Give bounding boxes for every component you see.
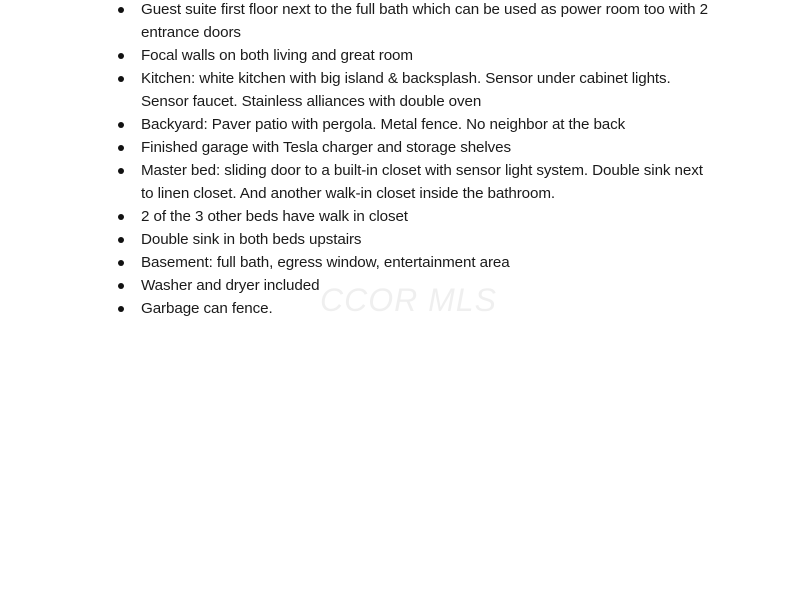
bullet-icon <box>118 168 124 174</box>
bullet-icon <box>118 260 124 266</box>
bullet-icon <box>118 214 124 220</box>
bullet-text: Double sink in both beds upstairs <box>141 231 362 248</box>
bullet-text: Focal walls on both living and great room <box>141 47 413 64</box>
bullet-text: Backyard: Paver patio with pergola. Metal fence. No neighbor at the back <box>141 116 626 133</box>
bullet-icon <box>118 7 124 13</box>
bullet-text: Master bed: sliding door to a built-in closet with sensor light system. Double sink next to linen closet. And another walk-in closet inside the bathroom. <box>141 162 703 202</box>
feature-bullet-list <box>0 0 711 320</box>
list-item <box>0 205 711 228</box>
bullet-text: Guest suite first floor next to the full bath which can be used as power room too with 2 entrance doors <box>141 1 708 41</box>
bullet-text: Kitchen: white kitchen with big island & backsplash. Sensor under cabinet lights. Sensor faucet. Stainless alliances with double oven <box>141 70 671 110</box>
bullet-text: 2 of the 3 other beds have walk in closet <box>141 208 408 225</box>
bullet-icon <box>118 306 124 312</box>
bullet-text: Garbage can fence. <box>141 300 273 317</box>
list-item <box>0 0 711 44</box>
list-item <box>0 113 711 136</box>
list-item <box>0 67 711 113</box>
bullet-text: Basement: full bath, egress window, entertainment area <box>141 254 510 271</box>
bullet-icon <box>118 283 124 289</box>
bullet-icon <box>118 145 124 151</box>
bullet-icon <box>118 237 124 243</box>
bullet-text: Washer and dryer included <box>141 277 320 294</box>
bullet-icon <box>118 122 124 128</box>
list-item <box>0 44 711 67</box>
mls-watermark: CCOR MLS <box>320 282 497 318</box>
list-item <box>0 159 711 205</box>
bullet-text: Finished garage with Tesla charger and storage shelves <box>141 139 512 156</box>
list-item <box>0 228 711 251</box>
list-item <box>0 251 711 274</box>
list-item <box>0 136 711 159</box>
bullet-icon <box>118 76 124 82</box>
bullet-icon <box>118 53 124 59</box>
